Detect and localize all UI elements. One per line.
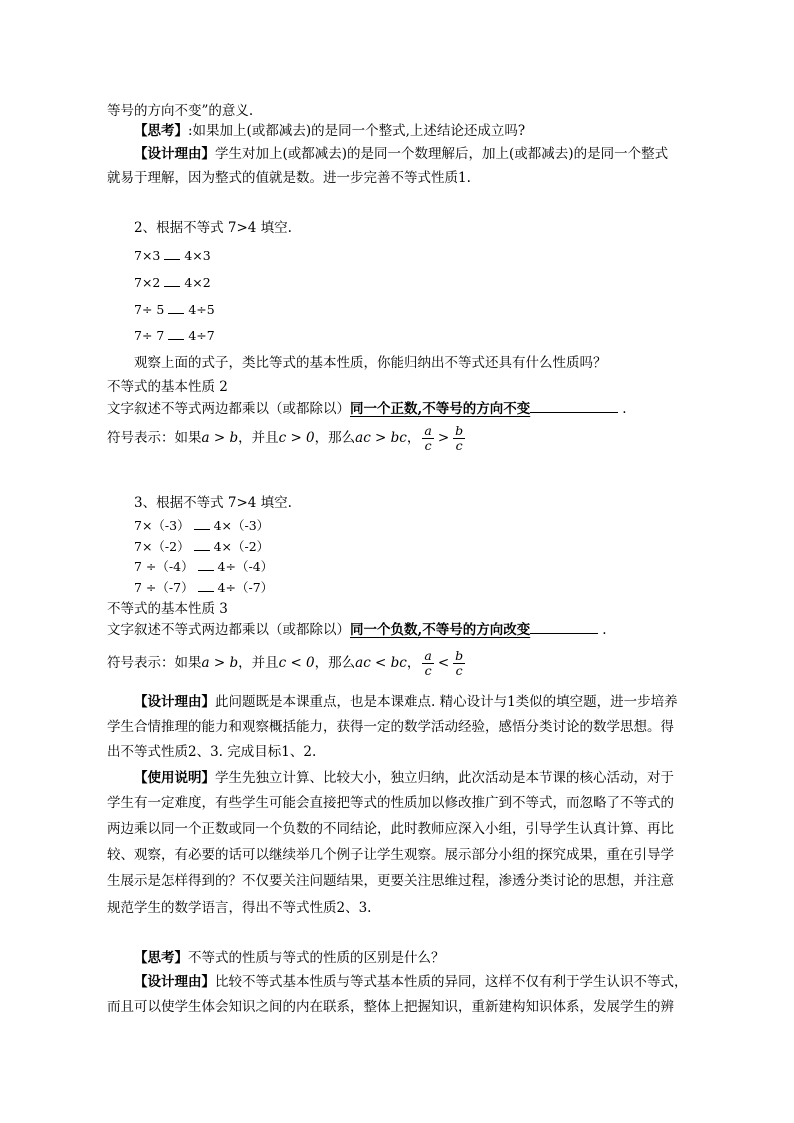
fraction: $\frac{a}{c}$	[424, 648, 432, 678]
design-reason-tag: 【设计理由】	[134, 694, 215, 710]
property-answer: 同一个正数,不等号的方向不变	[350, 401, 531, 417]
think-line: 【思考】:如果加上(或都减去)的是同一个整式,上述结论还成立吗?	[134, 123, 526, 139]
fill-blank-item: 7×3 4×3	[134, 248, 211, 263]
symbolic-statement: 符号表示：如果a > b，并且c > 0，那么ac > bc， $\frac{a}{c}$ > $\frac{b}{c}$	[107, 423, 464, 453]
fill-blank-item: 7÷ 5 4÷5	[134, 302, 215, 317]
answer-blank[interactable]	[194, 517, 210, 530]
design-reason-tag: 【设计理由】	[134, 146, 215, 162]
text-line: 就易于理解，因为整式的值就是数。进一步完善不等式性质1.	[107, 170, 471, 186]
fraction: $\frac{a}{c}$	[424, 423, 432, 453]
property-heading: 不等式的基本性质 3	[107, 601, 228, 617]
fill-blank-item: 7÷ 7 4÷7	[134, 328, 215, 343]
text-line: 而且可以使学生体会知识之间的内在联系，整体上把握知识，重新建构知识体系，发展学生的辨	[107, 999, 674, 1015]
property-heading: 不等式的基本性质 2	[107, 379, 228, 395]
math-expression: ac < bc	[355, 655, 407, 671]
fraction: $\frac{b}{c}$	[455, 423, 464, 453]
design-reason-line: 【设计理由】比较不等式基本性质与等式基本性质的异同，这样不仅有利于学生认识不等式，	[134, 974, 688, 990]
text-line: 学生有一定难度，有些学生可能会直接把等式的性质加以修改推广到不等式，而忽略了不等式的	[107, 795, 674, 811]
fill-blank-item: 7 ÷（-4） 4÷（-4）	[134, 559, 274, 574]
usage-note-line: 【使用说明】学生先独立计算、比较大小，独立归纳，此次活动是本节课的核心活动，对于	[134, 770, 674, 786]
text-line: 两边乘以同一个正数或同一个负数的不同结论，此时教师应深入小组，引导学生认真计算、再比	[107, 821, 674, 837]
text-line: 规范学生的数学语言，得出不等式性质2、3.	[107, 900, 372, 916]
text-line: 较、观察，有必要的话可以继续举几个例子让学生观察。展示部分小组的探究成果，重在引导学	[107, 847, 674, 863]
design-reason-tag: 【设计理由】	[134, 974, 215, 990]
answer-blank[interactable]	[164, 274, 180, 287]
answer-blank[interactable]	[168, 301, 184, 314]
exercise-heading: 3、根据不等式 7>4 填空.	[134, 495, 292, 511]
fraction: $\frac{b}{c}$	[455, 648, 464, 678]
answer-blank[interactable]	[530, 621, 598, 634]
answer-blank[interactable]	[194, 538, 210, 551]
symbolic-statement: 符号表示：如果a > b，并且c < 0，那么ac < bc， $\frac{a}{c}$ < $\frac{b}{c}$	[107, 648, 464, 678]
property-statement: 文字叙述不等式两边都乘以（或都除以）同一个负数,不等号的方向改变 .	[107, 622, 607, 638]
fill-blank-item: 7×2 4×2	[134, 275, 211, 290]
fill-blank-item: 7×（-2） 4×（-2）	[134, 539, 270, 554]
math-expression: c < 0	[278, 655, 315, 671]
answer-blank[interactable]	[198, 558, 214, 571]
text-line: 出不等式性质2、3. 完成目标1、2.	[107, 744, 317, 760]
property-answer: 同一个负数,不等号的方向改变	[350, 622, 531, 638]
usage-note-tag: 【使用说明】	[134, 770, 215, 786]
think-line: 【思考】不等式的性质与等式的性质的区别是什么？	[134, 950, 445, 966]
math-expression: c > 0	[278, 430, 315, 446]
answer-blank[interactable]	[198, 579, 214, 592]
answer-blank[interactable]	[530, 400, 618, 413]
answer-blank[interactable]	[168, 327, 184, 340]
design-reason-line: 【设计理由】学生对加上(或都减去)的是同一个数理解后，加上(或都减去)的是同一个整式	[134, 146, 669, 162]
text-line: 生展示是怎样得到的？不仅要关注问题结果，更要关注思维过程，渗透分类讨论的思想，并注意	[107, 873, 674, 889]
fill-blank-item: 7 ÷（-7） 4÷（-7）	[134, 580, 274, 595]
math-expression: ac > bc	[355, 430, 407, 446]
math-expression: a > b	[201, 430, 239, 446]
design-reason-line: 【设计理由】此问题既是本课重点，也是本课难点. 精心设计与1类似的填空题，进一步培养	[134, 694, 678, 710]
math-expression: a > b	[201, 655, 239, 671]
think-tag: 【思考】	[134, 123, 188, 139]
property-statement: 文字叙述不等式两边都乘以（或都除以）同一个正数,不等号的方向不变 .	[107, 401, 627, 417]
think-tag: 【思考】	[134, 950, 188, 966]
text-line: 观察上面的式子，类比等式的基本性质，你能归纳出不等式还具有什么性质吗？	[134, 355, 607, 371]
text-line: 学生合情推理的能力和观察概括能力，获得一定的数学活动经验，感悟分类讨论的数学思想。得	[107, 719, 674, 735]
text-line: 等号的方向不变”的意义.	[107, 103, 254, 119]
fill-blank-item: 7×（-3） 4×（-3）	[134, 518, 270, 533]
exercise-heading: 2、根据不等式 7>4 填空.	[134, 220, 292, 236]
answer-blank[interactable]	[164, 247, 180, 260]
